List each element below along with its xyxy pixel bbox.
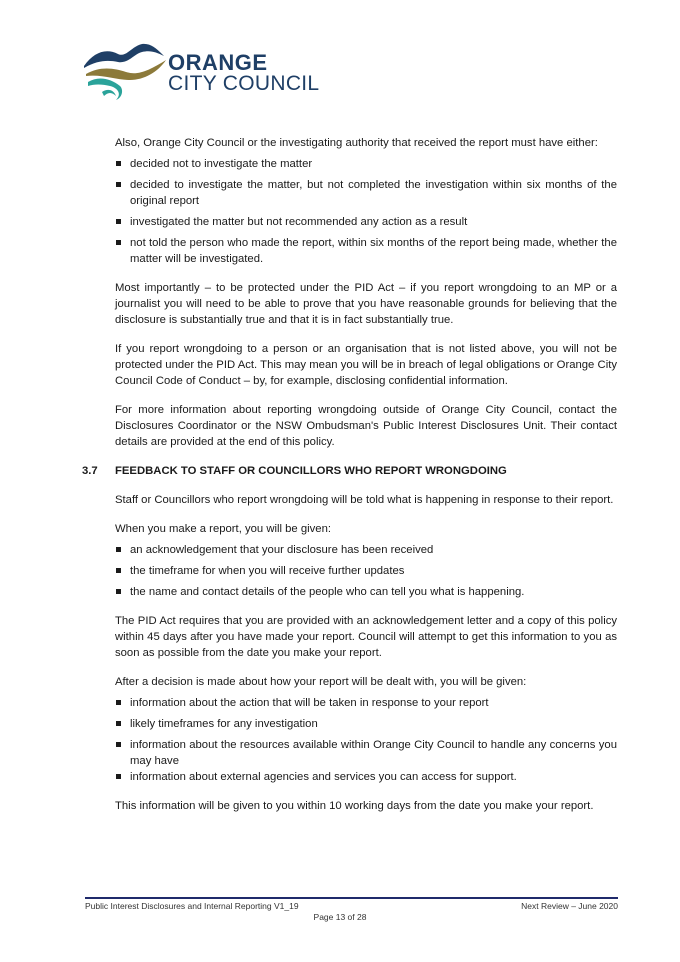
list-item: an acknowledgement that your disclosure has been received (115, 542, 617, 558)
document-body (82, 135, 617, 814)
intro-paragraph: Also, Orange City Council or the investigating authority that received the report must have either: (115, 137, 598, 149)
list-item: the name and contact details of the people who can tell you what is happening. (115, 584, 617, 600)
council-logo-mark (80, 38, 170, 104)
footer-rule (85, 897, 618, 899)
section-title: FEEDBACK TO STAFF OR COUNCILLORS WHO REPORT WRONGDOING (115, 465, 507, 477)
list-item: information about external agencies and services you can access for support. (115, 769, 617, 785)
list-item: information about the resources available within Orange City Council to handle any concerns you may have (115, 737, 617, 769)
council-logo (80, 38, 340, 108)
logo-line-city-council: CITY COUNCIL (168, 72, 320, 95)
given-list (115, 542, 617, 600)
pid-act-paragraph: The PID Act requires that you are provided with an acknowledgement letter and a copy of this policy within 45 days after you have made your report. Council will attempt to get this information to you as soon as possible from the date you make your report. (115, 615, 617, 659)
list-item: the timeframe for when you will receive further updates (115, 563, 617, 579)
decision-list (115, 695, 617, 785)
list-item: investigated the matter but not recommended any action as a result (115, 214, 617, 230)
footer-document-title: Public Interest Disclosures and Internal Reporting V1_19 (85, 901, 299, 911)
list-item: not told the person who made the report, within six months of the report being made, whether the matter will be investigated. (115, 235, 617, 267)
staff-paragraph: Staff or Councillors who report wrongdoing will be told what is happening in response to their report. (115, 494, 614, 506)
list-item: decided not to investigate the matter (115, 156, 617, 172)
logo-line-orange: ORANGE (168, 50, 268, 75)
list-item: decided to investigate the matter, but not completed the investigation within six months of the original report (115, 177, 617, 209)
given-intro: When you make a report, you will be given: (115, 523, 332, 535)
mp-journalist-paragraph: Most importantly – to be protected under the PID Act – if you report wrongdoing to an MP or a journalist you will need to be able to prove that you have reasonable grounds for believing that the disclosure is substantially true and that it is in fact substantially true. (115, 282, 617, 326)
either-list (115, 156, 617, 267)
list-item: likely timeframes for any investigation (115, 716, 617, 732)
section-heading (82, 463, 617, 479)
decision-intro: After a decision is made about how your report will be dealt with, you will be given: (115, 676, 527, 688)
section-number: 3.7 (82, 465, 98, 477)
final-paragraph: This information will be given to you within 10 working days from the date you make your report. (115, 800, 594, 812)
list-item: information about the action that will be taken in response to your report (115, 695, 617, 711)
more-info-paragraph: For more information about reporting wrongdoing outside of Orange City Council, contact the Disclosures Coordinator or the NSW Ombudsman's Public Interest Disclosures Unit. Their contact details are provided at the end of this policy. (115, 404, 617, 448)
footer-next-review: Next Review – June 2020 (521, 901, 618, 911)
footer-page-number: Page 13 of 28 (313, 912, 367, 922)
unlisted-paragraph: If you report wrongdoing to a person or an organisation that is not listed above, you will not be protected under the PID Act. This may mean you will be in breach of legal obligations or Orange City Council Code of Conduct – by, for example, disclosing confidential information. (115, 343, 617, 387)
